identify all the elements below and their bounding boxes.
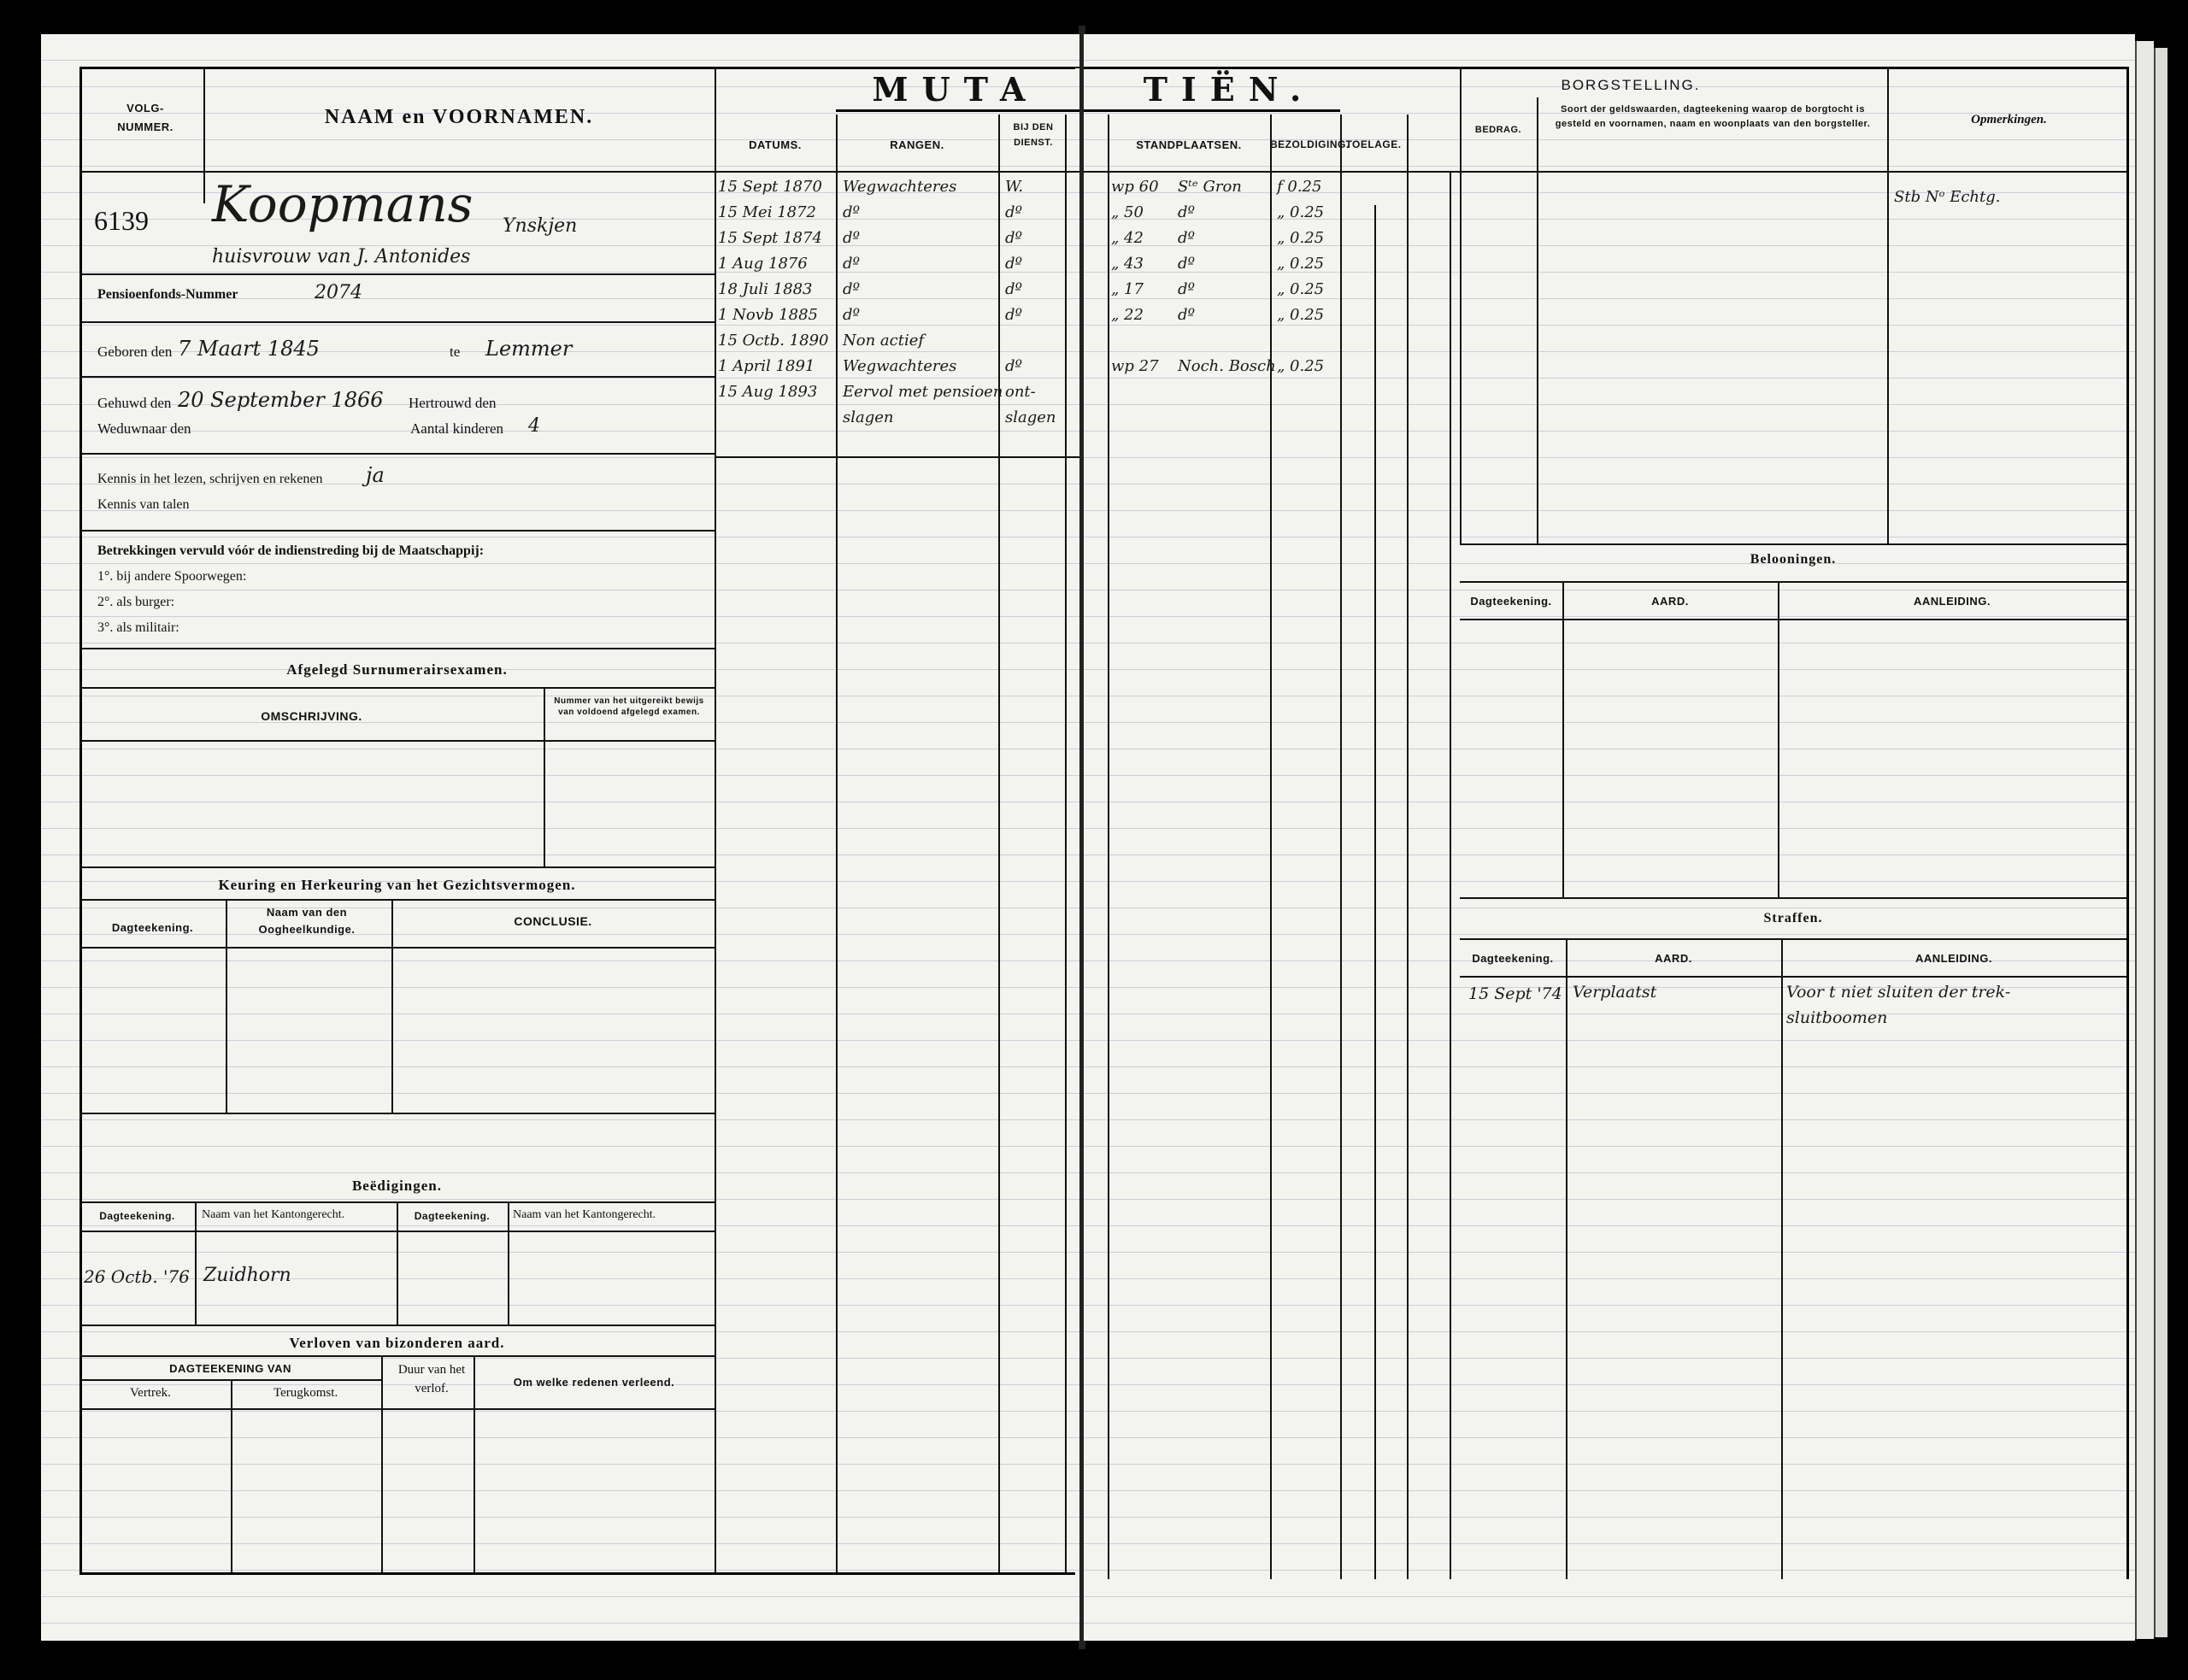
frame-right [2126,67,2129,1579]
beedigingen-entry-date: 26 Octb. '76 [84,1266,190,1287]
mutatie-bezoldiging: f 0.25 [1277,178,1322,196]
divider [1562,581,1564,897]
te-label: te [450,344,461,360]
mutatie-standplaats: wp 60 [1111,178,1159,196]
mutatie-plaats: dº [1178,280,1195,298]
hertrouwd-label: Hertrouwd den [409,395,497,411]
divider [79,1231,715,1232]
gehuwd-label: Gehuwd den [97,395,172,411]
examen-title: Afgelegd Surnumerairsexamen. [286,661,508,678]
mutatie-dienst: dº [1005,229,1022,247]
mutatie-bezoldiging: „ 0.25 [1277,255,1325,273]
mutatie-bezoldiging: „ 0.25 [1277,280,1325,298]
divider [79,453,715,455]
first-name: Ynskjen [503,215,578,237]
straffen-entry-aanleiding-2: sluitboomen [1786,1008,1888,1027]
divider [79,947,715,949]
belooningen-col-dagteekening: Dagteekening. [1470,595,1552,608]
mutatie-standplaats: wp 27 [1111,357,1159,375]
frame-top [1084,67,2126,69]
divider [1537,97,1538,543]
mutatie-dienst: slagen [1005,408,1056,426]
divider [1450,171,1451,1579]
beedigingen-title: Beëdigingen. [351,1178,443,1194]
divider [836,109,1079,112]
mutatie-dienst: W. [1005,178,1024,196]
col-toelage: TOELAGE. [1345,138,1402,150]
col-bezoldiging: BEZOLDIGING. [1270,138,1350,150]
mutatie-dienst: dº [1005,280,1022,298]
opmerkingen-header: Opmerkingen. [1971,113,2047,126]
col-dienst: BIJ DEN DIENST. [1013,122,1054,148]
geboren-date: 7 Maart 1845 [178,337,320,361]
mutatie-rang: Non actief [843,332,925,350]
kinderen-value: 4 [528,415,540,437]
mutatie-dienst: ont- [1005,383,1036,401]
kennis-lezen-label: Kennis in het lezen, schrijven en rekenen [97,472,323,486]
examen-col-nummer: Nummer van het uitgereikt bewijs van voldoend afgelegd examen. [554,696,704,717]
divider [79,273,715,275]
straffen-col-aard: AARD. [1655,952,1692,965]
mutatie-dienst: dº [1005,357,1022,375]
borgstelling-title: BORGSTELLING. [1561,77,1701,93]
mutatie-bezoldiging: „ 0.25 [1277,306,1325,324]
mutatie-rang: slagen [843,408,894,426]
divider [195,1201,197,1325]
divider [203,67,205,203]
betrekkingen-item-2: 2°. als burger: [97,595,175,609]
geboren-place: Lemmer [485,337,573,361]
mutatie-datum: 1 April 1891 [718,357,815,375]
description: huisvrouw van J. Antonides [212,246,471,267]
divider [226,899,227,1113]
verloven-col-terugkomst: Terugkomst. [274,1386,338,1400]
divider [1566,938,1567,1579]
divider [79,1113,715,1114]
col-standplaatsen: STANDPLAATSEN. [1136,138,1242,151]
divider [79,648,715,649]
page-edge [2135,41,2154,1639]
straffen-title: Straffen. [1763,911,1823,925]
betrekkingen-item-3: 3°. als militair: [97,620,179,635]
belooningen-title: Belooningen. [1750,552,1837,567]
mutatie-bezoldiging: „ 0.25 [1277,203,1325,221]
straffen-col-aanleiding: AANLEIDING. [1915,952,1992,965]
surname: Koopmans [212,175,473,233]
divider [1460,581,2126,583]
right-page [1084,34,2135,1641]
straffen-entry-aard: Verplaatst [1573,983,1657,1002]
betrekkingen-item-1: 1°. bij andere Spoorwegen: [97,569,247,584]
divider [381,1355,383,1572]
mutatie-plaats: Sᵗᵉ Gron [1178,178,1242,196]
beedigingen-col-kantongerecht-2: Naam van het Kantongerecht. [513,1208,656,1221]
mutatie-rang: dº [843,280,860,298]
verloven-col-vertrek: Vertrek. [130,1386,171,1400]
mutatie-plaats: dº [1178,203,1195,221]
mutatie-dienst: dº [1005,306,1022,324]
mutatie-standplaats: „ 42 [1111,229,1144,247]
divider [79,376,715,378]
mutatie-standplaats: „ 43 [1111,255,1144,273]
mutatie-bezoldiging: „ 0.25 [1277,229,1325,247]
betrekkingen-title: Betrekkingen vervuld vóór de indienstreding bij de Maatschappij: [97,543,485,558]
divider [1781,938,1783,1579]
mutatie-datum: 15 Sept 1874 [718,229,822,247]
kinderen-label: Aantal kinderen [410,420,504,437]
divider [715,456,1079,458]
divider [1084,109,1340,112]
straffen-entry-aanleiding-1: Voor t niet sluiten der trek- [1786,983,2011,1002]
divider [1460,976,2126,978]
gehuwd-date: 20 September 1866 [178,388,384,412]
opmerking-entry: Stb Nᵒ Echtg. [1894,188,2001,206]
divider [715,67,716,1572]
mutaties-title-left: MUTA [872,70,1039,109]
divider [79,530,715,532]
mutatie-rang: Eervol met pensioen [843,383,1003,401]
divider [79,1355,715,1357]
mutatie-standplaats: „ 50 [1111,203,1144,221]
divider [1270,115,1272,1579]
mutatie-dienst: dº [1005,203,1022,221]
keuring-col-conclusie: CONCLUSIE. [514,914,592,928]
borgstelling-col-soort: Soort der geldswaarden, dagteekening waarop de borgtocht is gesteld en voornamen, naam en woonplaats van den borgsteller. [1555,104,1871,129]
belooningen-col-aard: AARD. [1651,595,1689,608]
divider [508,1201,509,1325]
keuring-title: Keuring en Herkeuring van het Gezichtsvermogen. [218,877,576,893]
divider [1374,205,1376,1579]
frame-bottom [79,1572,1075,1575]
mutatie-bezoldiging: „ 0.25 [1277,357,1325,375]
divider [1887,67,1889,543]
mutatie-plaats: dº [1178,229,1195,247]
mutatie-datum: 15 Mei 1872 [718,203,816,221]
mutatie-rang: dº [843,255,860,273]
mutatie-rang: Wegwachteres [843,178,957,196]
mutatie-datum: 15 Aug 1893 [718,383,818,401]
divider [1084,171,2126,173]
volg-nummer-header: VOLG- NUMMER. [117,102,174,133]
naam-header: NAAM en VOORNAMEN. [324,106,594,128]
mutatie-datum: 18 Juli 1883 [718,280,813,298]
borgstelling-col-bedrag: BEDRAG. [1474,125,1522,135]
kennis-lezen-value: ja [366,463,385,487]
divider [1460,897,2126,899]
divider [1778,581,1779,897]
divider [715,67,1079,68]
col-rangen: RANGEN. [890,138,944,151]
geboren-label: Geboren den [97,344,173,360]
verloven-col-redenen: Om welke redenen verleend. [513,1376,675,1389]
beedigingen-col-dagteekening-2: Dagteekening. [414,1210,491,1222]
mutatie-datum: 15 Sept 1870 [718,178,822,196]
mutatie-rang: dº [843,306,860,324]
mutatie-dienst: dº [1005,255,1022,273]
beedigingen-col-kantongerecht-1: Naam van het Kantongerecht. [202,1208,345,1221]
divider [79,1408,715,1410]
keuring-col-dagteekening: Dagteekening. [111,921,194,934]
mutatie-standplaats: „ 22 [1111,306,1144,324]
mutatie-datum: 1 Aug 1876 [718,255,808,273]
divider [79,740,715,742]
verloven-title: Verloven van bizonderen aard. [289,1335,505,1351]
divider [1108,115,1109,1579]
verloven-col-duur: Duur van het verlof. [397,1363,466,1395]
mutaties-title-right: TIËN. [1143,70,1315,109]
divider [79,321,715,323]
mutatie-rang: dº [843,203,860,221]
divider [1065,115,1067,1572]
divider [79,1325,715,1326]
divider [998,115,1000,1572]
pensioen-value: 2074 [315,282,362,303]
mutatie-plaats: Noch. Bosch [1178,357,1276,375]
straffen-col-dagteekening: Dagteekening. [1472,952,1554,965]
belooningen-col-aanleiding: AANLEIDING. [1914,595,1991,608]
divider [1340,115,1342,1579]
divider [79,899,715,901]
keuring-col-oogheelkundige: Naam van den Oogheelkundige. [258,906,356,936]
beedigingen-col-dagteekening-1: Dagteekening. [99,1210,175,1222]
mutatie-rang: dº [843,229,860,247]
divider [391,899,393,1113]
divider [1407,115,1409,1579]
divider [1460,938,2126,940]
divider [79,687,715,689]
mutatie-standplaats: „ 17 [1111,280,1144,298]
divider [79,1379,381,1381]
divider [79,171,715,173]
divider [79,866,715,868]
kennis-talen-label: Kennis van talen [97,497,190,512]
examen-col-omschrijving: OMSCHRIJVING. [261,709,362,723]
beedigingen-entry-place: Zuidhorn [203,1265,291,1286]
straffen-entry-date: 15 Sept '74 [1468,984,1562,1003]
weduwnaar-label: Weduwnaar den [97,420,191,437]
page-edge [2154,48,2167,1637]
pensioen-label: Pensioenfonds-Nummer [97,287,238,302]
divider [1460,67,1462,543]
left-page [41,34,1079,1641]
mutatie-plaats: dº [1178,255,1195,273]
divider [836,115,838,1572]
mutatie-datum: 15 Octb. 1890 [718,332,829,350]
col-datums: DATUMS. [749,138,802,151]
record-number: 6139 [94,205,149,236]
divider [544,687,545,866]
mutatie-datum: 1 Novb 1885 [718,306,818,324]
divider [715,171,1079,173]
verloven-group: DAGTEEKENING VAN [169,1362,291,1375]
mutatie-plaats: dº [1178,306,1195,324]
mutatie-rang: Wegwachteres [843,357,957,375]
divider [1460,543,2126,545]
divider [1460,619,2126,620]
